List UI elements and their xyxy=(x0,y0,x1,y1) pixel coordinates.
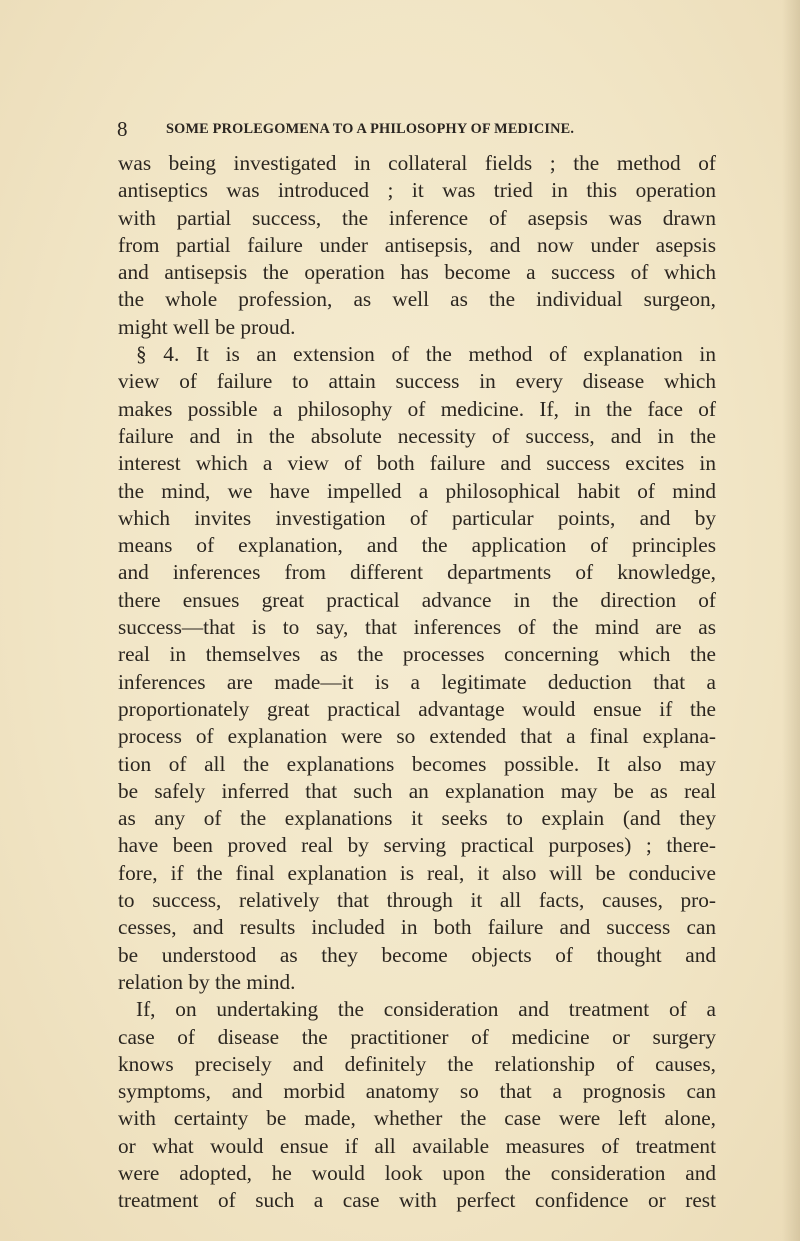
text-line: case of disease the practitioner of medicine or surgery xyxy=(118,1024,716,1049)
text-line: which invites investigation of particular points, and by xyxy=(118,505,716,530)
text-line: with partial success, the inference of asepsis was drawn xyxy=(118,205,716,230)
text-line: symptoms, and morbid anatomy so that a prognosis can xyxy=(118,1079,716,1104)
text-line: be understood as they become objects of thought and xyxy=(118,942,716,967)
text-line: cesses, and results included in both failure and success can xyxy=(118,915,716,940)
text-line: be safely inferred that such an explanation may be as real xyxy=(118,778,716,803)
text-line: failure and in the absolute necessity of success, and in the xyxy=(118,423,716,448)
text-line: relation by the mind. xyxy=(118,969,296,994)
text-line: interest which a view of both failure and success excites in xyxy=(118,451,716,476)
text-line: If, on undertaking the consideration and treatment of a xyxy=(136,997,716,1022)
text-line: as any of the explanations it seeks to explain (and they xyxy=(118,806,716,831)
paragraph-1 xyxy=(118,150,716,341)
running-title: SOME PROLEGOMENA TO A PHILOSOPHY OF MEDICINE. xyxy=(166,121,575,137)
page-edge-shadow xyxy=(782,0,800,1241)
body-text xyxy=(118,150,716,1215)
text-line: tion of all the explanations becomes possible. It also may xyxy=(118,751,716,776)
paragraph-3 xyxy=(118,996,716,1214)
text-line: antiseptics was introduced ; it was tried in this operation xyxy=(118,178,716,203)
text-line: was being investigated in collateral fields ; the method of xyxy=(118,151,716,175)
text-line: view of failure to attain success in every disease which xyxy=(118,369,716,394)
page-number: 8 xyxy=(117,117,128,141)
text-line: means of explanation, and the application of principles xyxy=(118,533,716,558)
text-line: have been proved real by serving practical purposes) ; there- xyxy=(118,833,716,858)
text-line: fore, if the final explanation is real, it also will be conducive xyxy=(118,860,716,885)
text-line: the mind, we have impelled a philosophical habit of mind xyxy=(118,478,716,503)
text-line: process of explanation were so extended that a final explana- xyxy=(118,724,716,749)
text-line: might well be proud. xyxy=(118,314,296,339)
text-line: makes possible a philosophy of medicine. If, in the face of xyxy=(118,396,716,421)
text-line: inferences are made—it is a legitimate deduction that a xyxy=(118,669,716,694)
text-line: proportionately great practical advantage would ensue if the xyxy=(118,696,716,721)
text-line: or what would ensue if all available measures of treatment xyxy=(118,1133,716,1158)
text-line: real in themselves as the processes concerning which the xyxy=(118,642,716,667)
text-line: to success, relatively that through it all facts, causes, pro- xyxy=(118,888,716,913)
text-line: and inferences from different departments of knowledge, xyxy=(118,560,716,585)
text-line: the whole profession, as well as the individual surgeon, xyxy=(118,287,716,312)
paragraph-2 xyxy=(118,341,716,996)
text-line: there ensues great practical advance in the direction of xyxy=(118,587,716,612)
text-line: § 4. It is an extension of the method of explanation in xyxy=(136,342,716,367)
text-line: knows precisely and definitely the relationship of causes, xyxy=(118,1051,716,1076)
text-line: from partial failure under antisepsis, and now under asepsis xyxy=(118,232,716,257)
text-line: with certainty be made, whether the case were left alone, xyxy=(118,1106,716,1131)
text-line: treatment of such a case with perfect confidence or rest xyxy=(118,1188,716,1213)
text-line: and antisepsis the operation has become a success of which xyxy=(118,260,716,285)
text-line: were adopted, he would look upon the consideration and xyxy=(118,1160,716,1185)
text-line: success—that is to say, that inferences of the mind are as xyxy=(118,615,716,640)
